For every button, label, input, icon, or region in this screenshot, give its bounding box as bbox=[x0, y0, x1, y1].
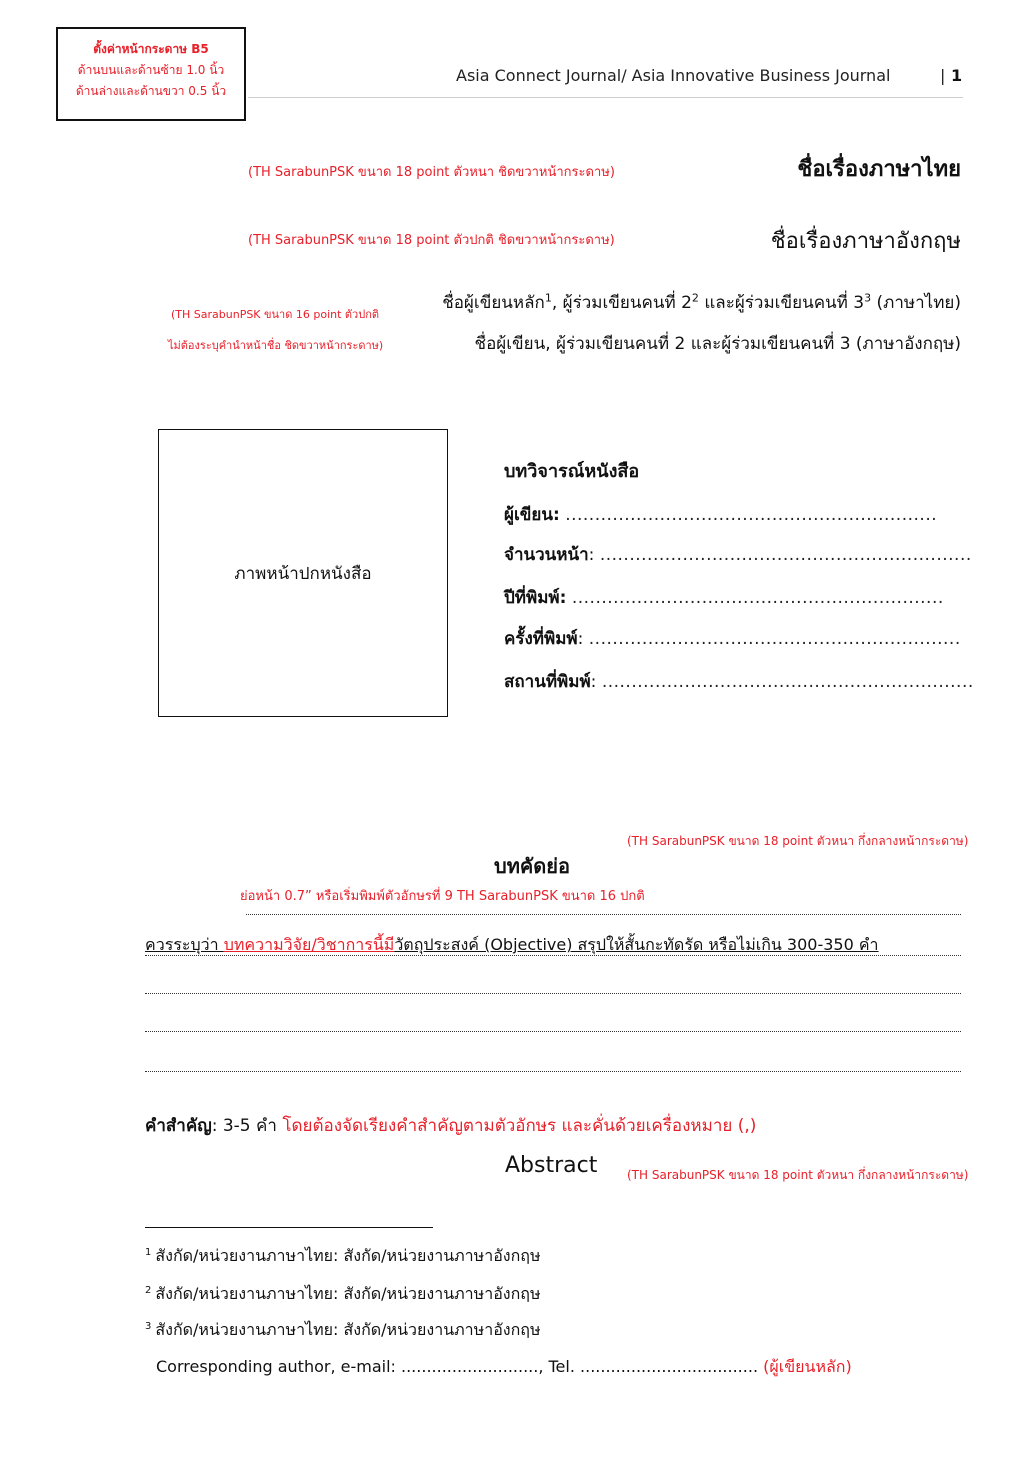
abstract-dotted-line-5 bbox=[145, 1071, 961, 1072]
footnote-3-number: 3 bbox=[145, 1320, 152, 1332]
author-sup-3: 3 bbox=[864, 291, 872, 305]
book-author-row bbox=[504, 501, 937, 528]
page-setup-line-1: ด้านบนและด้านซ้าย 1.0 นิ้ว bbox=[77, 63, 225, 77]
title-english-hint: (TH SarabunPSK ขนาด 18 point ตัวปกติ ชิดขวาหน้ากระดาษ) bbox=[248, 233, 615, 248]
keywords-label: คำสำคัญ bbox=[145, 1116, 212, 1136]
footnote-2-number: 2 bbox=[145, 1284, 152, 1296]
indent-hint: ย่อหน้า 0.7” หรือเริ่มพิมพ์ตัวอักษรที่ 9 TH SarabunPSK ขนาด 16 ปกติ bbox=[240, 889, 645, 904]
page-setup-line-2: ด้านล่างและด้านขวา 0.5 นิ้ว bbox=[75, 84, 227, 98]
corresponding-author bbox=[156, 1355, 852, 1380]
co-author-3: และผู้ร่วมเขียนคนที่ 3 bbox=[698, 293, 865, 313]
book-place-row bbox=[504, 668, 974, 695]
book-edition-value: ............................................................... bbox=[588, 629, 961, 649]
footnote-2-text: สังกัด/หน่วยงานภาษาไทย: สังกัด/หน่วยงานภาษาอังกฤษ bbox=[155, 1284, 541, 1303]
footnote-1-text: สังกัด/หน่วยงานภาษาไทย: สังกัด/หน่วยงานภาษาอังกฤษ bbox=[155, 1246, 541, 1265]
corresponding-author-note: (ผู้เขียนหลัก) bbox=[758, 1357, 852, 1376]
keywords-count: 3-5 คำ bbox=[217, 1116, 283, 1136]
footnote-rule bbox=[145, 1227, 433, 1228]
book-edition-colon: : bbox=[577, 629, 584, 649]
title-english: ชื่อเรื่องภาษาอังกฤษ bbox=[770, 229, 961, 254]
keywords-colon: : bbox=[211, 1116, 218, 1136]
book-review-title: บทวิจารณ์หนังสือ bbox=[504, 461, 640, 482]
abstract-dotted-line-2 bbox=[145, 955, 961, 956]
authors-language: (ภาษาไทย) bbox=[871, 293, 961, 313]
book-author-value: ............................................................... bbox=[565, 505, 938, 525]
abstract-dotted-line-4 bbox=[145, 1031, 961, 1032]
book-edition-label: ครั้งที่พิมพ์ bbox=[504, 629, 578, 649]
book-year-row bbox=[504, 584, 944, 611]
title-thai-hint: (TH SarabunPSK ขนาด 18 point ตัวหนา ชิดขวาหน้ากระดาษ) bbox=[248, 165, 615, 180]
abstract-dotted-line-3 bbox=[145, 993, 961, 994]
book-author-label: ผู้เขียน: bbox=[504, 505, 560, 525]
page-number: 1 bbox=[951, 66, 963, 85]
authors-hint-line-1: (TH SarabunPSK ขนาด 16 point ตัวปกติ bbox=[171, 308, 380, 321]
abstract-thai-heading: บทคัดย่อ bbox=[494, 854, 570, 878]
footnote-1-number: 1 bbox=[145, 1246, 152, 1258]
book-place-label: สถานที่พิมพ์ bbox=[504, 672, 591, 692]
header-rule bbox=[248, 97, 963, 98]
book-pages-label: จำนวนหน้า bbox=[504, 545, 589, 565]
book-pages-colon: : bbox=[588, 545, 595, 565]
keywords-line bbox=[145, 1112, 756, 1139]
abstract-thai-hint: (TH SarabunPSK ขนาด 18 point ตัวหนา กึ่งกลางหน้ากระดาษ) bbox=[627, 834, 969, 848]
header-separator: | bbox=[940, 66, 946, 85]
footnote-3 bbox=[145, 1318, 541, 1343]
journal-name: Asia Connect Journal/ Asia Innovative Business Journal bbox=[456, 66, 891, 85]
page-setup-title: ตั้งค่าหน้ากระดาษ B5 bbox=[93, 42, 209, 56]
abstract-english-heading: Abstract bbox=[505, 1153, 598, 1178]
book-cover-placeholder bbox=[158, 429, 448, 717]
keywords-instruction: โดยต้องจัดเรียงคำสำคัญตามตัวอักษร และคั่นด้วยเครื่องหมาย (,) bbox=[282, 1116, 757, 1136]
abstract-dotted-line-1 bbox=[246, 914, 961, 915]
book-year-label: ปีที่พิมพ์: bbox=[504, 588, 567, 608]
footnote-1 bbox=[145, 1244, 541, 1269]
authors-hint-line-2: ไม่ต้องระบุคำนำหน้าชื่อ ชิดขวาหน้ากระดาษ) bbox=[168, 339, 384, 352]
book-place-colon: : bbox=[590, 672, 597, 692]
book-edition-row bbox=[504, 625, 961, 652]
footnote-3-text: สังกัด/หน่วยงานภาษาไทย: สังกัด/หน่วยงานภาษาอังกฤษ bbox=[155, 1320, 541, 1339]
author-sup-2: 2 bbox=[691, 291, 699, 305]
book-pages-value: ............................................................... bbox=[599, 545, 972, 565]
authors-thai bbox=[442, 289, 961, 316]
corresponding-author-text: Corresponding author, e-mail: ..........................., Tel. ................................... bbox=[156, 1357, 759, 1376]
authors-english: ชื่อผู้เขียน, ผู้ร่วมเขียนคนที่ 2 และผู้ร่วมเขียนคนที่ 3 (ภาษาอังกฤษ) bbox=[474, 334, 961, 354]
author-sup-1: 1 bbox=[544, 291, 552, 305]
book-cover-label: ภาพหน้าปกหนังสือ bbox=[234, 563, 372, 584]
co-author-2: , ผู้ร่วมเขียนคนที่ 2 bbox=[551, 293, 692, 313]
abstract-english-hint: (TH SarabunPSK ขนาด 18 point ตัวหนา กึ่งกลางหน้ากระดาษ) bbox=[627, 1168, 969, 1182]
book-year-value: ............................................................... bbox=[571, 588, 944, 608]
abstract-text-body: วัตถุประสงค์ (Objective) สรุปให้สั้นกะทัดรัด หรือไม่เกิน 300-350 คำ bbox=[394, 935, 879, 954]
abstract-text-highlight: บทความวิจัย/วิชาการนี้มี bbox=[223, 935, 395, 954]
abstract-text-lead: ควรระบุว่า bbox=[145, 935, 224, 954]
footnote-2 bbox=[145, 1282, 541, 1307]
page-setup-note bbox=[56, 27, 246, 121]
book-place-value: ............................................................... bbox=[601, 672, 974, 692]
title-thai: ชื่อเรื่องภาษาไทย bbox=[797, 157, 961, 182]
author-main: ชื่อผู้เขียนหลัก bbox=[442, 293, 545, 313]
book-pages-row bbox=[504, 541, 972, 568]
